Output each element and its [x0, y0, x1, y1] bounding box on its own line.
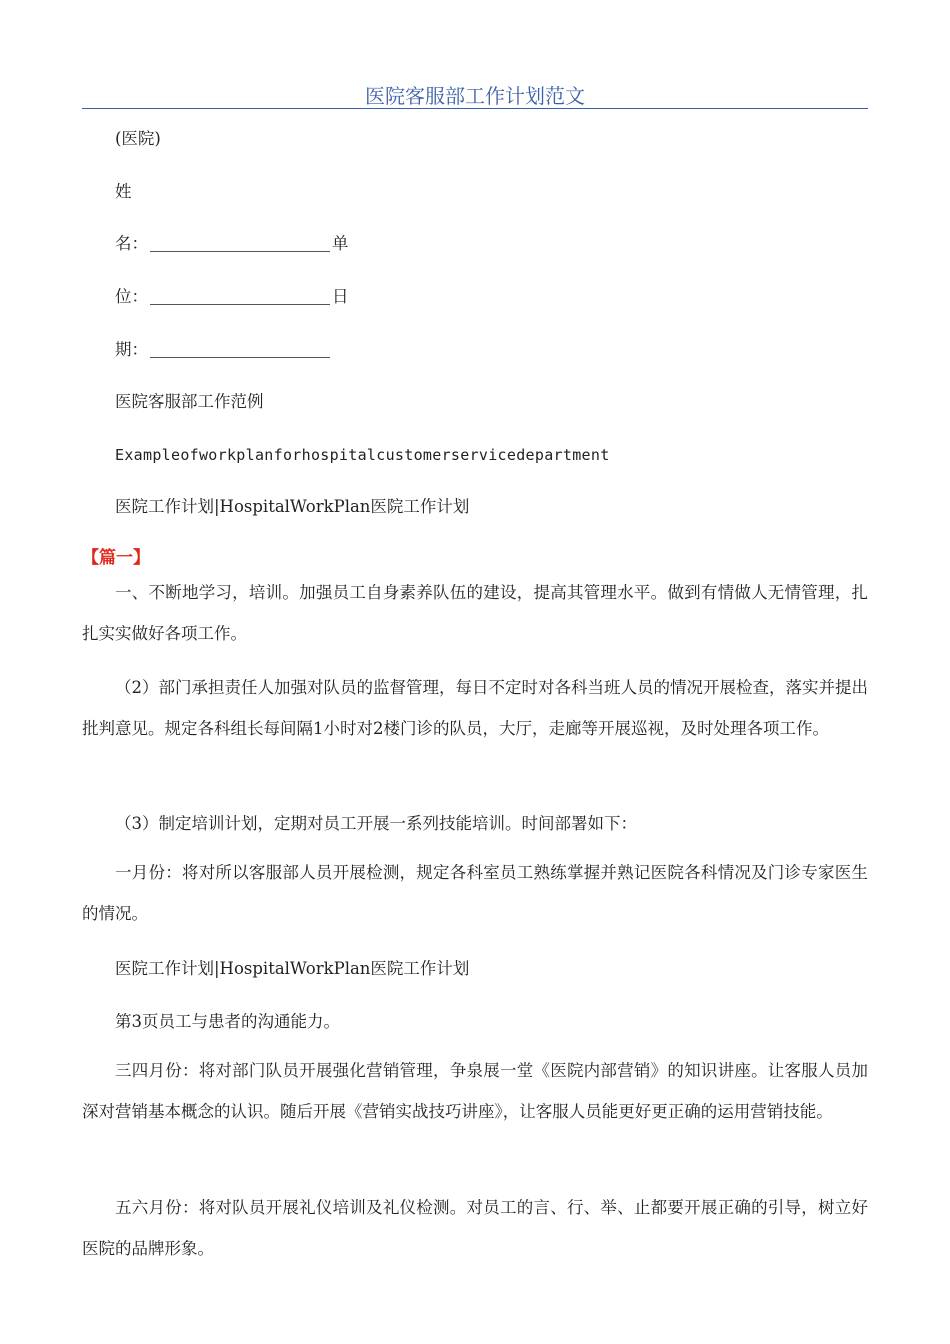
date-label-second: 期： [115, 340, 148, 359]
name-label-first: 姓 [115, 182, 132, 201]
name-field-row [115, 232, 349, 256]
date-field-row [115, 338, 332, 362]
paragraph-5: 医院工作计划|HospitalWorkPlan医院工作计划 [115, 959, 470, 978]
unit-blank[interactable] [150, 286, 330, 305]
page-title: 医院客服部工作计划范文 [365, 84, 585, 108]
hospital-line: (医院) [115, 129, 161, 148]
unit-field-row [115, 285, 349, 309]
paragraph-6: 第3页员工与患者的沟通能力。 [115, 1012, 340, 1031]
paragraph-2: （2）部门承担责任人加强对队员的监督管理，每日不定时对各科当班人员的情况开展检查，落实并提出批判意见。规定各科组长每间隔1小时对2楼门诊的队员，大厅，走廊等开展巡视，及时处理各项工作。 [82, 678, 868, 738]
paragraph-4: 一月份：将对所以客服部人员开展检测，规定各科室员工熟练掌握并熟记医院各科情况及门诊专家医生的情况。 [82, 863, 868, 923]
section-title: 【篇一】 [82, 548, 150, 568]
date-label-first: 日 [332, 287, 349, 306]
unit-label-first: 单 [332, 234, 349, 253]
title-divider [82, 108, 868, 109]
unit-label-second: 位： [115, 287, 148, 306]
name-label-second: 名： [115, 234, 148, 253]
paragraph-8: 五六月份：将对队员开展礼仪培训及礼仪检测。对员工的言、行、举、止都要开展正确的引导，树立好医院的品牌形象。 [82, 1198, 868, 1258]
date-blank[interactable] [150, 339, 330, 358]
paragraph-1: 一、不断地学习，培训。加强员工自身素养队伍的建设，提高其管理水平。做到有情做人无情管理，扎扎实实做好各项工作。 [82, 583, 868, 643]
sample-line: 医院客服部工作范例 [115, 392, 264, 411]
paragraph-3: （3）制定培训计划，定期对员工开展一系列技能培训。时间部署如下： [115, 814, 637, 833]
category-line: 医院工作计划|HospitalWorkPlan医院工作计划 [115, 497, 470, 516]
paragraph-7: 三四月份：将对部门队员开展强化营销管理，争泉展一堂《医院内部营销》的知识讲座。让客服人员加深对营销基本概念的认识。随后开展《营销实战技巧讲座》，让客服人员能更好更正确的运用营销技能。 [82, 1061, 868, 1121]
name-blank[interactable] [150, 233, 330, 252]
english-subtitle: Exampleofworkplanforhospitalcustomerservicedepartment [115, 446, 610, 464]
